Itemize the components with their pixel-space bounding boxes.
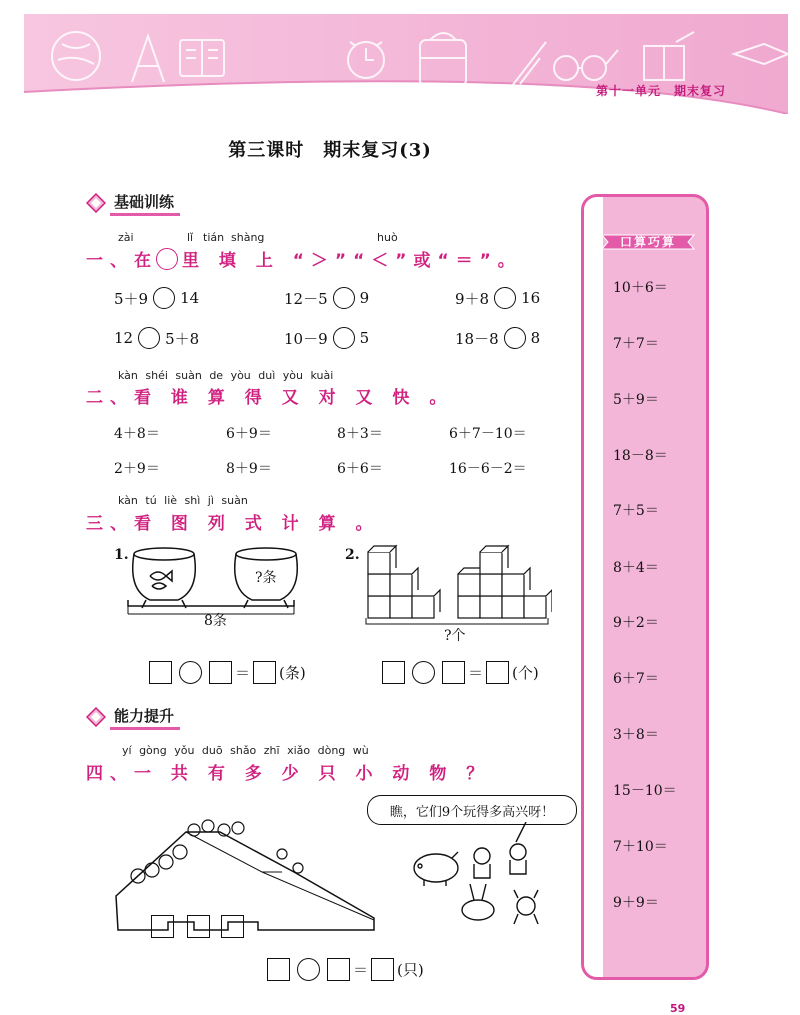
answer-unit: (只): [397, 961, 424, 979]
compare-circle[interactable]: [504, 327, 526, 349]
problem-1-total: 8条: [204, 613, 227, 629]
q4-title: 四、一 共 有 多 少 只 小 动 物 ？: [86, 764, 491, 784]
cube-blocks-figure: [362, 540, 552, 630]
slide-box[interactable]: [151, 915, 174, 938]
mental-math-item: 5＋9＝: [613, 392, 659, 408]
compare-circle[interactable]: [333, 327, 355, 349]
q3-pinyin: kàn tú liè shì jì suàn: [118, 494, 248, 507]
speech-bubble: [367, 795, 577, 825]
compare-circle[interactable]: [153, 287, 175, 309]
mental-math-item: 7＋7＝: [613, 336, 659, 352]
q2-eq: 16－6－2＝: [449, 461, 527, 477]
q1-item-2-2: [284, 327, 369, 349]
answer-box[interactable]: [371, 958, 394, 981]
section-ability-label: 能力提升: [110, 705, 180, 730]
answer-box[interactable]: [486, 661, 509, 684]
q1-right: 5: [359, 329, 370, 347]
q2-eq: 6＋7－10＝: [449, 426, 527, 442]
compare-circle[interactable]: [333, 287, 355, 309]
q1-right: 16: [521, 289, 541, 307]
answer-row-2: ＝ (个): [379, 661, 539, 684]
operator-circle[interactable]: [412, 661, 435, 684]
q1-pinyin-li: lǐ: [187, 231, 194, 244]
answer-unit: (个): [512, 664, 539, 682]
q2-eq: 6＋6＝: [337, 461, 383, 477]
jar-label: ?条: [255, 570, 277, 586]
q1-pinyin-zai: zài: [118, 231, 134, 244]
mental-math-item: 10＋6＝: [613, 280, 668, 296]
mental-math-item: 8＋4＝: [613, 560, 659, 576]
answer-row-3: ＝ (只): [264, 958, 424, 981]
mental-math-item: 3＋8＝: [613, 727, 659, 743]
page-number: 59: [670, 1002, 686, 1015]
q1-left: 5＋9: [114, 289, 149, 308]
diamond-icon: [86, 193, 106, 213]
q1-item-2-3: [455, 327, 540, 349]
q1-left: 12: [114, 329, 134, 347]
operator-circle[interactable]: [179, 661, 202, 684]
answer-row-1: ＝ (条): [146, 661, 306, 684]
q1-right: 5＋8: [165, 329, 200, 348]
circle-placeholder-icon: [156, 248, 178, 270]
q1-title-a: 一、在: [86, 251, 158, 271]
q1-item-1-3: [455, 287, 540, 309]
mental-math-item: 7＋5＝: [613, 503, 659, 519]
q1-item-2-1: [114, 327, 199, 349]
mental-math-panel: [581, 194, 709, 980]
mental-math-item: 9＋9＝: [613, 895, 659, 911]
lesson-title: 第三课时 期末复习(3): [228, 140, 432, 161]
q1-title-b: 里 填 上 “＞”“＜”或“＝”。: [182, 251, 522, 271]
q1-right: 8: [530, 329, 541, 347]
q4-pinyin: yí gòng yǒu duō shǎo zhī xiǎo dòng wù: [122, 744, 369, 757]
header-banner: [24, 14, 788, 114]
slide-box[interactable]: [221, 915, 244, 938]
answer-box[interactable]: [209, 661, 232, 684]
q1-title: [86, 246, 522, 271]
q2-pinyin: kàn shéi suàn de yòu duì yòu kuài: [118, 369, 334, 382]
diamond-icon: [86, 707, 106, 727]
q1-pinyin-tian: tián: [203, 231, 225, 244]
problem-2-number: 2.: [345, 547, 360, 563]
panel-white-strip: [581, 194, 603, 980]
answer-box[interactable]: [327, 958, 350, 981]
mental-math-item: 15－10＝: [613, 783, 677, 799]
q1-item-1-2: [284, 287, 369, 309]
q1-right: 14: [180, 289, 200, 307]
answer-box[interactable]: [149, 661, 172, 684]
answer-box[interactable]: [442, 661, 465, 684]
q2-eq: 6＋9＝: [226, 426, 272, 442]
q2-eq: 2＋9＝: [114, 461, 160, 477]
q1-left: 10－9: [284, 329, 328, 348]
mental-math-title-badge: [598, 231, 698, 253]
mental-math-title: 口算巧算: [619, 235, 676, 249]
q1-left: 18－8: [455, 329, 499, 348]
mental-math-item: 18－8＝: [613, 448, 668, 464]
q1-right: 9: [359, 289, 370, 307]
animals-group-figure: [408, 822, 558, 932]
q2-eq: 8＋3＝: [337, 426, 383, 442]
slide-box[interactable]: [187, 915, 210, 938]
answer-box[interactable]: [382, 661, 405, 684]
q1-left: 9＋8: [455, 289, 490, 308]
q3-title: 三、看 图 列 式 计 算 。: [86, 514, 380, 534]
problem-1-number: 1.: [114, 547, 129, 563]
q1-left: 12－5: [284, 289, 328, 308]
mental-math-item: 6＋7＝: [613, 671, 659, 687]
q1-item-1-1: [114, 287, 199, 309]
mental-math-item: 9＋2＝: [613, 615, 659, 631]
mental-math-item: 7＋10＝: [613, 839, 668, 855]
problem-2-total: ?个: [444, 628, 466, 644]
section-basic-badge: [86, 191, 180, 215]
operator-circle[interactable]: [297, 958, 320, 981]
q2-eq: 8＋9＝: [226, 461, 272, 477]
answer-unit: (条): [279, 664, 306, 682]
section-basic-label: 基础训练: [110, 191, 180, 216]
answer-box[interactable]: [253, 661, 276, 684]
section-ability-badge: [86, 705, 180, 729]
speech-text: 瞧，它们9个玩得多高兴呀！: [389, 804, 555, 820]
q1-pinyin-shang: shàng: [231, 231, 265, 244]
compare-circle[interactable]: [138, 327, 160, 349]
q2-title: 二、看 谁 算 得 又 对 又 快 。: [86, 388, 454, 408]
banner-art: [24, 14, 788, 114]
q2-eq: 4＋8＝: [114, 426, 160, 442]
answer-box[interactable]: [267, 958, 290, 981]
compare-circle[interactable]: [494, 287, 516, 309]
unit-label: 第十一单元 期末复习: [596, 84, 727, 98]
q1-pinyin-huo: huò: [377, 231, 398, 244]
